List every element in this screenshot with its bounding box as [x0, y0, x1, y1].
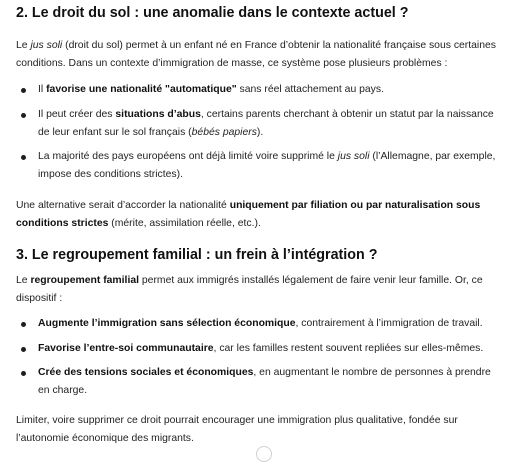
section-3-bullet-list: [16, 315, 502, 333]
section-2-bullet-list-2: [16, 106, 502, 142]
section-2-bullet-list: [16, 81, 502, 99]
intro-text-rest: (droit du sol) permet à un enfant né en France d’obtenir la nationalité française sous certaines conditions. Dans un contexte d’immigration de masse, ce système pose plusieurs problèmes :: [16, 40, 496, 69]
bullet-icon: [21, 347, 26, 352]
section-3-intro: Le regroupement familial permet aux immigrés installés légalement de faire venir leur famille. Or, ce dispositif :: [16, 275, 483, 304]
bullet-icon: [21, 322, 26, 327]
intro-text: Le: [16, 40, 31, 51]
section-2-intro: [16, 37, 502, 73]
section-2-heading: 2. Le droit du sol : une anomalie dans le contexte actuel ?: [16, 5, 409, 21]
list-item: Favorise l’entre-soi communautaire, car les familles restent souvent repliées sur elles-mêmes.: [16, 340, 502, 358]
bullet-icon: [21, 88, 26, 93]
bullet-icon: [21, 371, 26, 376]
scroll-down-button[interactable]: [256, 446, 272, 462]
section-3-conclusion: Limiter, voire supprimer ce droit pourrait encourager une immigration plus qualitative, fondée sur l’autonomie économique des migrants.: [16, 415, 458, 444]
section-3-bullet-list-3: [16, 364, 502, 400]
list-item: Augmente l’immigration sans sélection économique, contrairement à l’immigration de travail.: [16, 315, 502, 333]
bullet-icon: [21, 155, 26, 160]
bullet-icon: [21, 113, 26, 118]
list-item: Crée des tensions sociales et économiques, en augmentant le nombre de personnes à prendre en charge.: [16, 364, 502, 400]
section-3-bullet-list-2: [16, 340, 502, 358]
list-item: Il favorise une nationalité "automatique" sans réel attachement au pays.: [16, 81, 502, 99]
section-2-bullet-list-3: [16, 148, 502, 184]
list-item: La majorité des pays européens ont déjà limité voire supprimé le jus soli (l’Allemagne, par exemple, impose des conditions strictes).: [16, 148, 502, 184]
section-3-heading: 3. Le regroupement familial : un frein à l’intégration ?: [16, 247, 378, 263]
intro-jus-soli: jus soli: [30, 40, 63, 51]
section-2-conclusion: Une alternative serait d’accorder la nationalité uniquement par filiation ou par naturalisation sous conditions strictes (mérite, assimilation réelle, etc.).: [16, 200, 481, 229]
list-item: Il peut créer des situations d’abus, certains parents cherchant à obtenir un statut par la naissance de leur enfant sur le sol français (bébés papiers).: [16, 106, 502, 142]
